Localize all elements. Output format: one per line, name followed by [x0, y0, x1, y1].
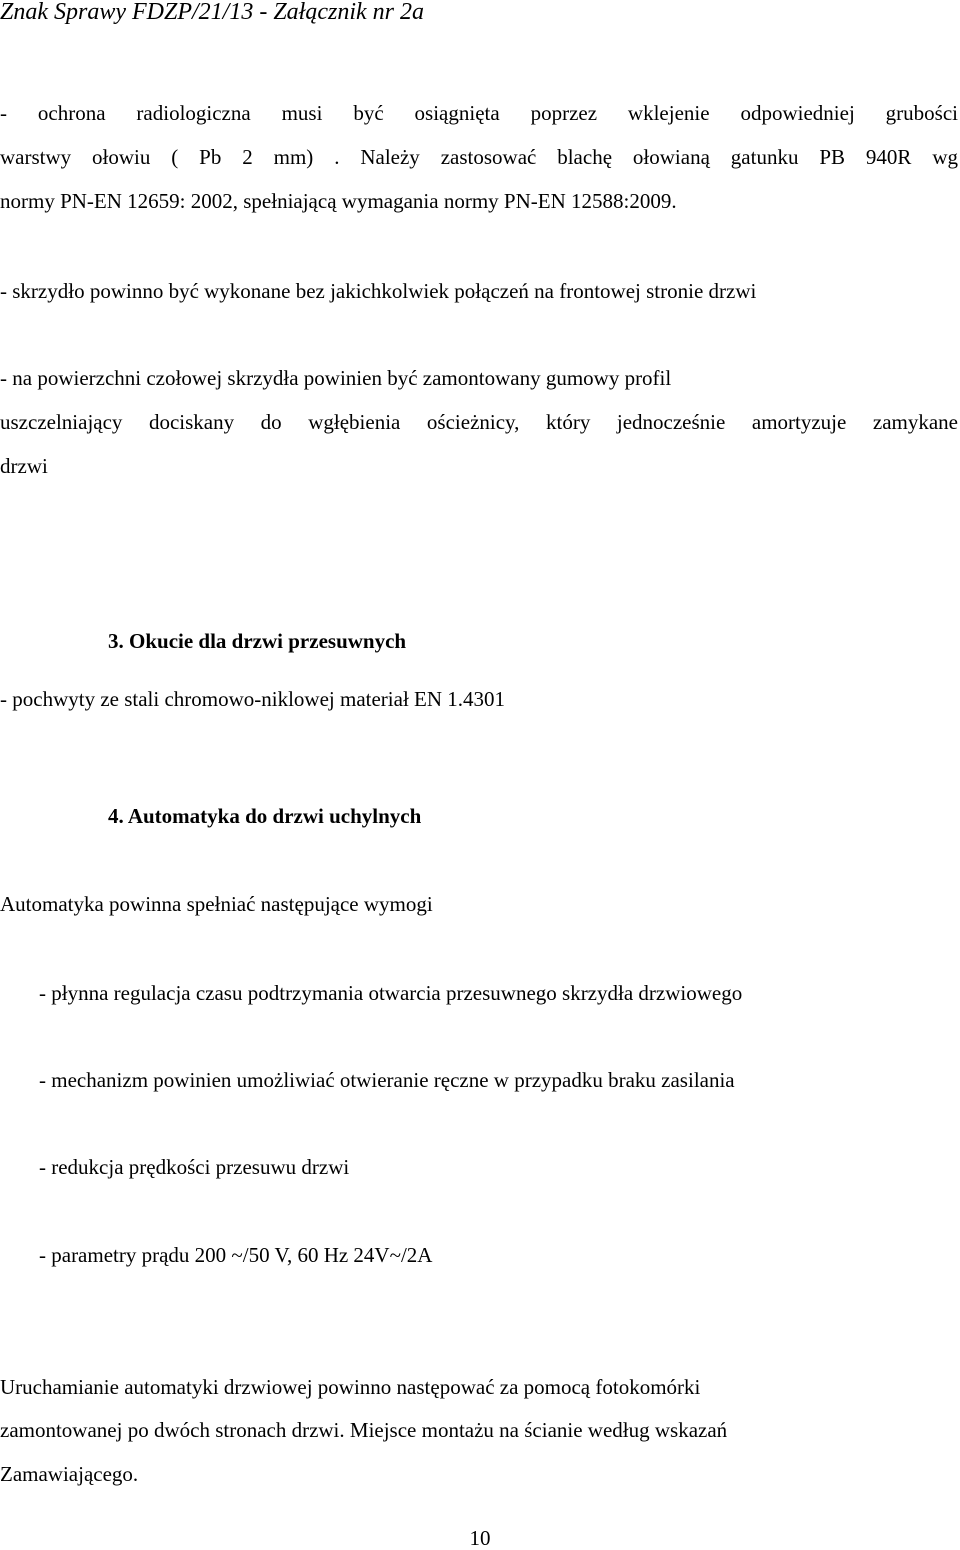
list-item: - płynna regulacja czasu podtrzymania otwarcia przesuwnego skrzydła drzwiowego: [39, 981, 743, 1005]
page-number: 10: [469, 1526, 491, 1550]
text-line: zamontowanej po dwóch stronach drzwi. Miejsce montażu na ścianie według wskazań: [0, 1418, 728, 1442]
section-3-item: - pochwyty ze stali chromowo-niklowej materiał EN 1.4301: [0, 687, 506, 711]
page-header: Znak Sprawy FDZP/21/13 - Załącznik nr 2a: [0, 0, 424, 25]
text-line: Uruchamianie automatyki drzwiowej powinno następować za pomocą fotokomórki: [0, 1375, 701, 1399]
list-item: - parametry prądu 200 ~/50 V, 60 Hz 24V~/2A: [39, 1243, 433, 1267]
text-line: normy PN-EN 12659: 2002, spełniającą wymagania normy PN-EN 12588:2009.: [0, 189, 677, 213]
paragraph-door-leaf: - skrzydło powinno być wykonane bez jakichkolwiek połączeń na frontowej stronie drzwi: [0, 279, 757, 303]
list-item: - mechanizm powinien umożliwiać otwieranie ręczne w przypadku braku zasilania: [39, 1068, 735, 1092]
text-line: warstwy ołowiu ( Pb 2 mm) . Należy zastosować blachę ołowianą gatunku PB 940R wg: [0, 145, 958, 169]
section-4-intro: Automatyka powinna spełniać następujące wymogi: [0, 892, 433, 916]
text-line: - ochrona radiologiczna musi być osiągnięta poprzez wklejenie odpowiedniej grubości: [0, 101, 958, 125]
text-line: - na powierzchni czołowej skrzydła powinien być zamontowany gumowy profil: [0, 366, 672, 390]
list-item: - redukcja prędkości przesuwu drzwi: [39, 1155, 350, 1179]
text-line: Zamawiającego.: [0, 1462, 139, 1486]
section-3-heading: 3. Okucie dla drzwi przesuwnych: [108, 629, 407, 653]
text-line: uszczelniający dociskany do wgłębienia ościeżnicy, który jednocześnie amortyzuje zamykane: [0, 410, 958, 434]
section-4-heading: 4. Automatyka do drzwi uchylnych: [108, 804, 422, 828]
text-line: drzwi: [0, 454, 48, 478]
